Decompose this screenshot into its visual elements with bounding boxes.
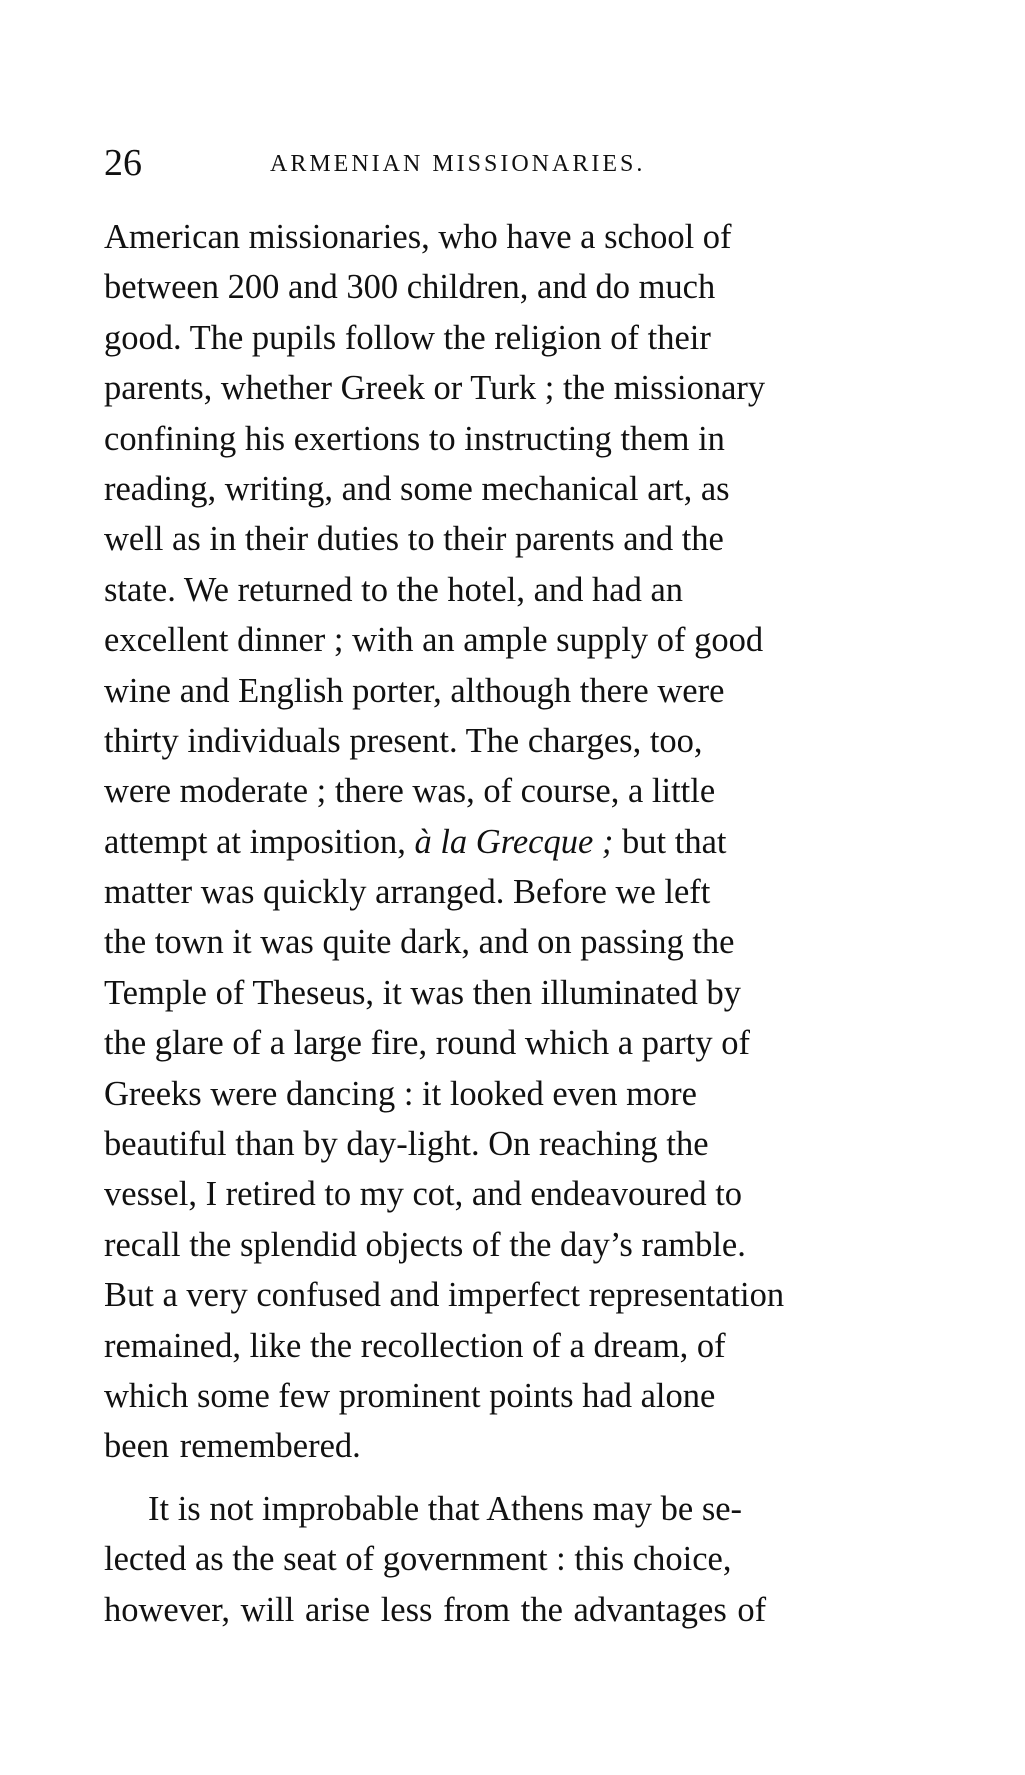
paragraph-1 [104, 212, 904, 1472]
text-line: parents, whether Greek or Turk ; the missionary [104, 369, 766, 408]
text-line: Greeks were dancing : it looked even more [104, 1074, 697, 1113]
text-line: however, will arise less from the advantages of [104, 1590, 767, 1629]
text-line [104, 817, 904, 867]
text-line: vessel, I retired to my cot, and endeavoured to [104, 1175, 743, 1214]
text-line: well as in their duties to their parents and the [104, 520, 724, 559]
text-fragment: but that [613, 822, 727, 861]
text-line: which some few prominent points had alone [104, 1376, 716, 1415]
text-line: between 200 and 300 children, and do much [104, 268, 716, 307]
running-head: ARMENIAN MISSIONARIES. [270, 151, 646, 177]
text-line: confining his exertions to instructing them in [104, 419, 725, 458]
text-line: thirty individuals present. The charges, too, [104, 721, 703, 760]
text-line: But a very confused and imperfect representation [104, 1276, 785, 1315]
body-text [104, 212, 904, 1635]
text-line: remained, like the recollection of a dream, of [104, 1326, 726, 1365]
text-line: were moderate ; there was, of course, a little [104, 772, 716, 811]
text-line: reading, writing, and some mechanical art, as [104, 469, 730, 508]
text-line: good. The pupils follow the religion of their [104, 318, 711, 357]
paragraph-2 [104, 1484, 904, 1635]
text-line: excellent dinner ; with an ample supply of good [104, 621, 764, 660]
text-line: beautiful than by day-light. On reaching the [104, 1125, 709, 1164]
italic-phrase: à la Grecque ; [414, 822, 614, 861]
text-fragment: attempt at imposition, [104, 822, 415, 861]
page-number: 26 [104, 142, 142, 184]
text-line: the town it was quite dark, and on passing the [104, 923, 735, 962]
text-line: matter was quickly arranged. Before we left [104, 873, 711, 912]
paragraph-gap [104, 1472, 904, 1484]
text-line: been remembered. [104, 1427, 361, 1466]
text-line: wine and English porter, although there were [104, 671, 725, 710]
text-line: the glare of a large fire, round which a party of [104, 1024, 750, 1063]
text-line: lected as the seat of government : this choice, [104, 1540, 732, 1579]
page-header [104, 138, 904, 188]
text-line: state. We returned to the hotel, and had an [104, 570, 684, 609]
text-line: It is not improbable that Athens may be se- [148, 1489, 743, 1528]
text-line: American missionaries, who have a school of [104, 218, 732, 256]
text-line: recall the splendid objects of the day’s ramble. [104, 1225, 746, 1264]
text-line: Temple of Theseus, it was then illuminated by [104, 973, 741, 1012]
